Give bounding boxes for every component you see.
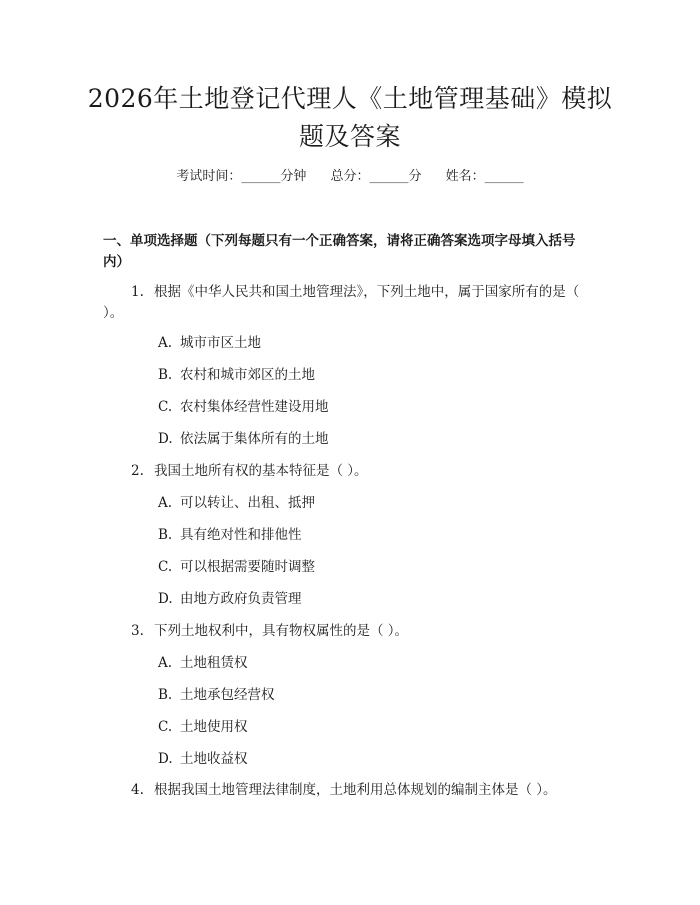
question-number: 4. bbox=[131, 782, 144, 798]
option-1c bbox=[158, 397, 595, 417]
option-text: 依法属于集体所有的土地 bbox=[180, 431, 329, 447]
option-letter: B. bbox=[158, 687, 173, 703]
exam-time-field: 考试时间：______分钟 bbox=[176, 169, 307, 184]
option-2b bbox=[158, 525, 595, 545]
option-text: 可以根据需要随时调整 bbox=[180, 559, 315, 575]
section-heading: 一、单项选择题（下列每题只有一个正确答案，请将正确答案选项字母填入括号内） bbox=[103, 233, 576, 270]
total-score-field: 总分：______分 bbox=[330, 169, 422, 184]
question-4 bbox=[103, 780, 595, 801]
exam-meta bbox=[0, 167, 700, 187]
option-letter: D. bbox=[158, 751, 173, 767]
question-number: 2. bbox=[131, 463, 144, 479]
option-letter: A. bbox=[158, 335, 173, 351]
option-text: 土地承包经营权 bbox=[180, 687, 275, 703]
option-text: 具有绝对性和排他性 bbox=[180, 527, 302, 543]
option-3c bbox=[158, 717, 595, 737]
option-letter: D. bbox=[158, 431, 173, 447]
option-text: 由地方政府负责管理 bbox=[180, 591, 302, 607]
question-1 bbox=[103, 282, 595, 324]
option-3a bbox=[158, 653, 595, 673]
option-letter: C. bbox=[158, 719, 173, 735]
option-letter: D. bbox=[158, 591, 173, 607]
option-1a bbox=[158, 333, 595, 353]
option-text: 土地租赁权 bbox=[180, 655, 248, 671]
option-letter: C. bbox=[158, 559, 173, 575]
option-letter: B. bbox=[158, 527, 173, 543]
option-text: 土地使用权 bbox=[180, 719, 248, 735]
option-text: 农村集体经营性建设用地 bbox=[180, 399, 329, 415]
option-3b bbox=[158, 685, 595, 705]
option-3d bbox=[158, 749, 595, 769]
question-number: 1. bbox=[131, 284, 144, 300]
option-2a bbox=[158, 493, 595, 513]
question-3 bbox=[103, 621, 595, 642]
question-number: 3. bbox=[131, 623, 144, 639]
option-text: 土地收益权 bbox=[180, 751, 248, 767]
question-2 bbox=[103, 461, 595, 482]
document-title: 2026年土地登记代理人《土地管理基础》模拟题及答案 bbox=[87, 84, 613, 151]
name-field: 姓名：______ bbox=[445, 169, 524, 184]
option-text: 农村和城市郊区的土地 bbox=[180, 367, 315, 383]
option-text: 城市市区土地 bbox=[180, 335, 261, 351]
question-text: 根据我国土地管理法律制度，土地利用总体规划的编制主体是（ ）。 bbox=[154, 782, 557, 798]
question-text: 下列土地权利中，具有物权属性的是（ ）。 bbox=[154, 623, 409, 639]
option-letter: C. bbox=[158, 399, 173, 415]
option-1d bbox=[158, 429, 595, 449]
option-letter: A. bbox=[158, 495, 173, 511]
option-letter: B. bbox=[158, 367, 173, 383]
option-2c bbox=[158, 557, 595, 577]
option-text: 可以转让、出租、抵押 bbox=[180, 495, 315, 511]
question-text: 根据《中华人民共和国土地管理法》，下列土地中，属于国家所有的是（ ）。 bbox=[103, 284, 580, 321]
option-1b bbox=[158, 365, 595, 385]
option-2d bbox=[158, 589, 595, 609]
option-letter: A. bbox=[158, 655, 173, 671]
question-text: 我国土地所有权的基本特征是（ ）。 bbox=[154, 463, 368, 479]
